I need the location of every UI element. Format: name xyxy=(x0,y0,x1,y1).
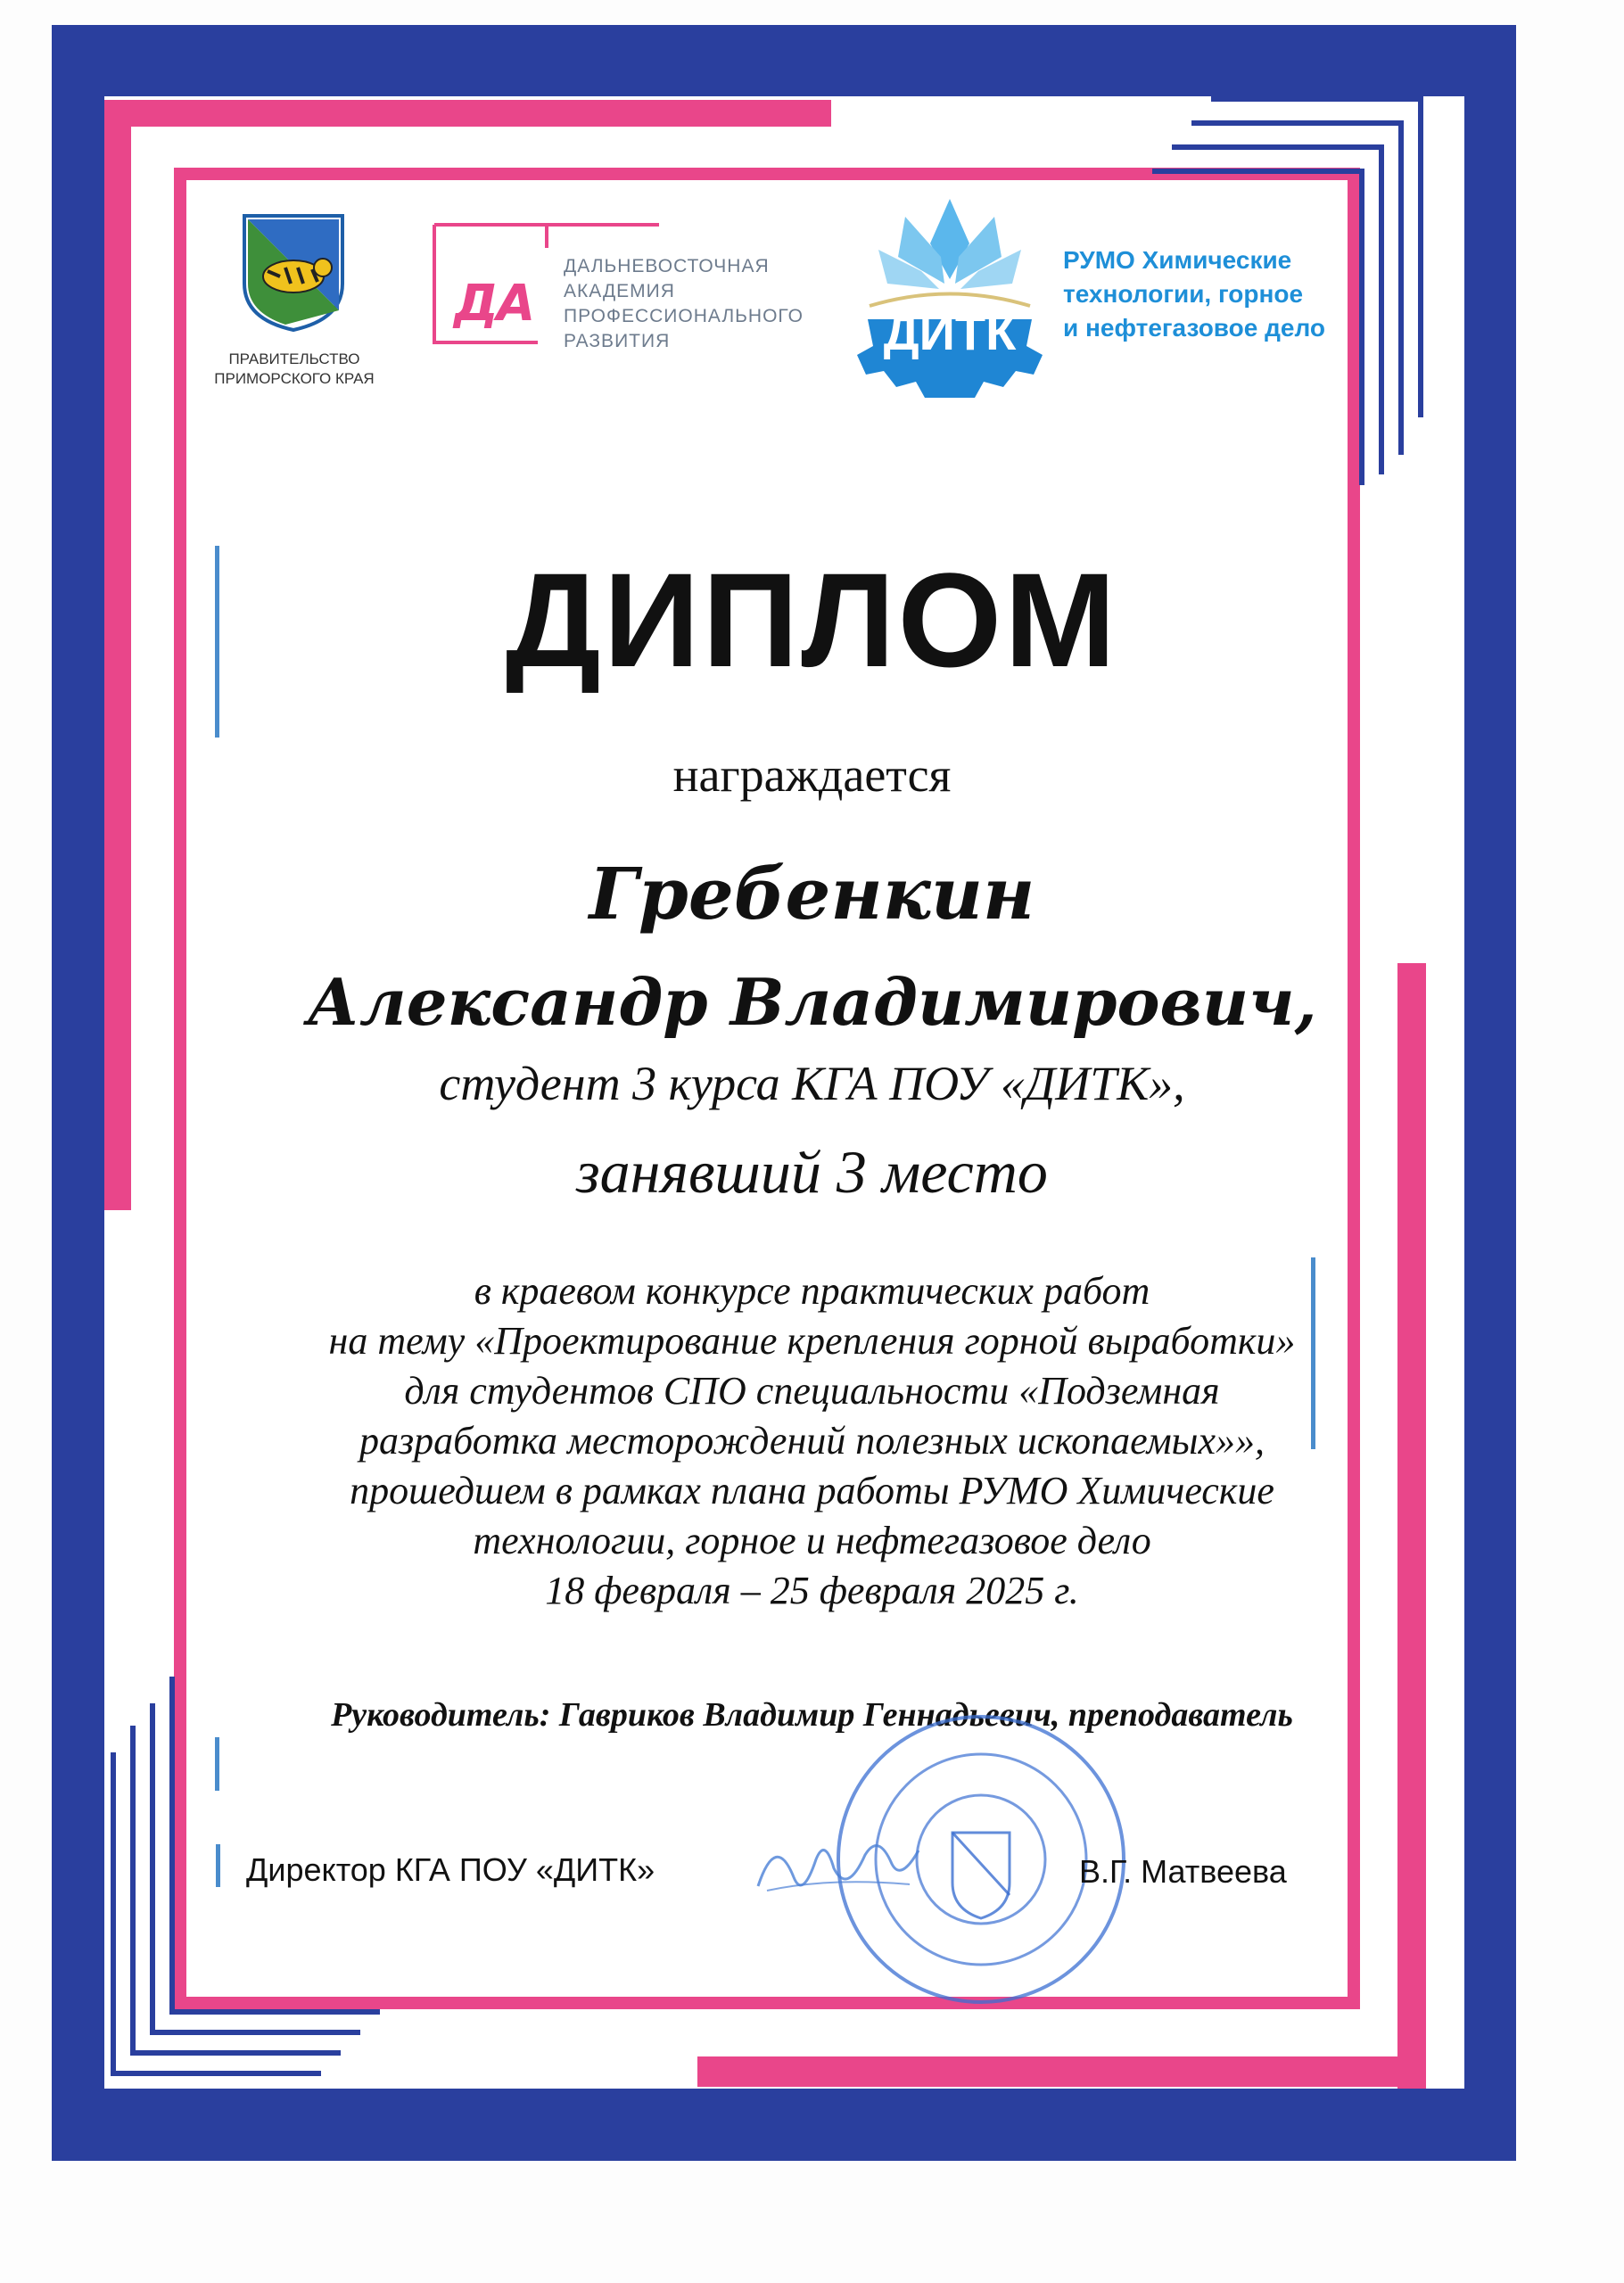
awarded-label: награждается xyxy=(672,748,952,802)
recipient-name: Александр Владимирович, xyxy=(307,964,1317,1040)
blue-line-bl-v2 xyxy=(130,1726,136,2056)
blue-line-bl-h4 xyxy=(169,2009,380,2015)
blue-line-tr-4 xyxy=(1152,169,1363,174)
blue-line-tr-v4 xyxy=(1359,169,1364,485)
blue-line-tr-v1 xyxy=(1418,96,1423,417)
accent-bar-director xyxy=(216,1844,220,1887)
blue-line-tr-1 xyxy=(1211,96,1422,102)
description-line: 18 февраля – 25 февраля 2025 г. xyxy=(545,1569,1079,1612)
blue-line-bl-h3 xyxy=(150,2030,360,2035)
rumo-caption-line2: технологии, горное xyxy=(1063,280,1304,308)
blue-line-bl-h1 xyxy=(111,2071,321,2076)
description-line: в краевом конкурсе практических работ xyxy=(474,1269,1150,1313)
director-label: Директор КГА ПОУ «ДИТК» xyxy=(246,1851,655,1888)
description-line: для студентов СПО специальности «Подземная xyxy=(404,1369,1220,1413)
coat-of-arms-icon xyxy=(241,212,346,333)
crystal-gear-icon xyxy=(852,194,1048,400)
academy-caption-line2: АКАДЕМИЯ xyxy=(564,281,675,301)
blue-line-bl-v3 xyxy=(150,1703,155,2033)
supervisor-line: Руководитель: Гавриков Владимир Геннадьевич, преподаватель xyxy=(331,1696,1293,1734)
government-caption xyxy=(178,350,410,389)
recipient-surname: Гребенкин xyxy=(589,852,1035,935)
rumo-caption-line3: и нефтегазовое дело xyxy=(1063,314,1325,342)
ditk-mark: ДИТК xyxy=(883,304,1017,360)
description xyxy=(0,1266,1624,1616)
accent-bar-bottom-left xyxy=(215,1737,219,1791)
signature-icon xyxy=(749,1815,927,1913)
rumo-caption-line1: РУМО Химические xyxy=(1063,246,1292,274)
description-line: разработка месторождений полезных ископаемых»», xyxy=(359,1419,1265,1463)
government-caption-line2: ПРИМОРСКОГО КРАЯ xyxy=(214,370,375,387)
pink-bar-top xyxy=(104,100,831,127)
description-line: прошедшем в рамках плана работы РУМО Химические xyxy=(350,1469,1274,1512)
signer-name: В.Г. Матвеева xyxy=(1079,1853,1287,1890)
diploma-title: ДИПЛОМ xyxy=(505,545,1119,695)
pink-bar-bottom xyxy=(697,2056,1426,2087)
academy-mark: ДА xyxy=(454,275,534,333)
rumo-caption xyxy=(1063,243,1325,345)
blue-line-bl-v1 xyxy=(111,1752,116,2073)
blue-line-bl-h2 xyxy=(130,2050,341,2056)
academy-caption-line1: ДАЛЬНЕВОСТОЧНАЯ xyxy=(564,256,770,276)
pink-frame-bottom xyxy=(174,1997,1360,2009)
blue-line-tr-v3 xyxy=(1379,144,1384,474)
signature xyxy=(749,1815,927,1913)
academy-caption xyxy=(564,254,804,354)
place-line: занявший 3 место xyxy=(576,1138,1048,1206)
blue-line-tr-2 xyxy=(1191,120,1402,126)
academy-caption-line4: РАЗВИТИЯ xyxy=(564,331,671,351)
student-line: студент 3 курса КГА ПОУ «ДИТК», xyxy=(439,1057,1185,1110)
government-logo xyxy=(241,212,346,333)
academy-caption-line3: ПРОФЕССИОНАЛЬНОГО xyxy=(564,306,804,326)
ditk-logo xyxy=(852,194,1048,400)
description-line: на тему «Проектирование крепления горной выработки» xyxy=(328,1319,1296,1363)
blue-line-tr-3 xyxy=(1172,144,1382,150)
description-line: технологии, горное и нефтегазовое дело xyxy=(473,1519,1151,1562)
blue-line-tr-v2 xyxy=(1398,120,1404,455)
government-caption-line1: ПРАВИТЕЛЬСТВО xyxy=(228,350,360,367)
